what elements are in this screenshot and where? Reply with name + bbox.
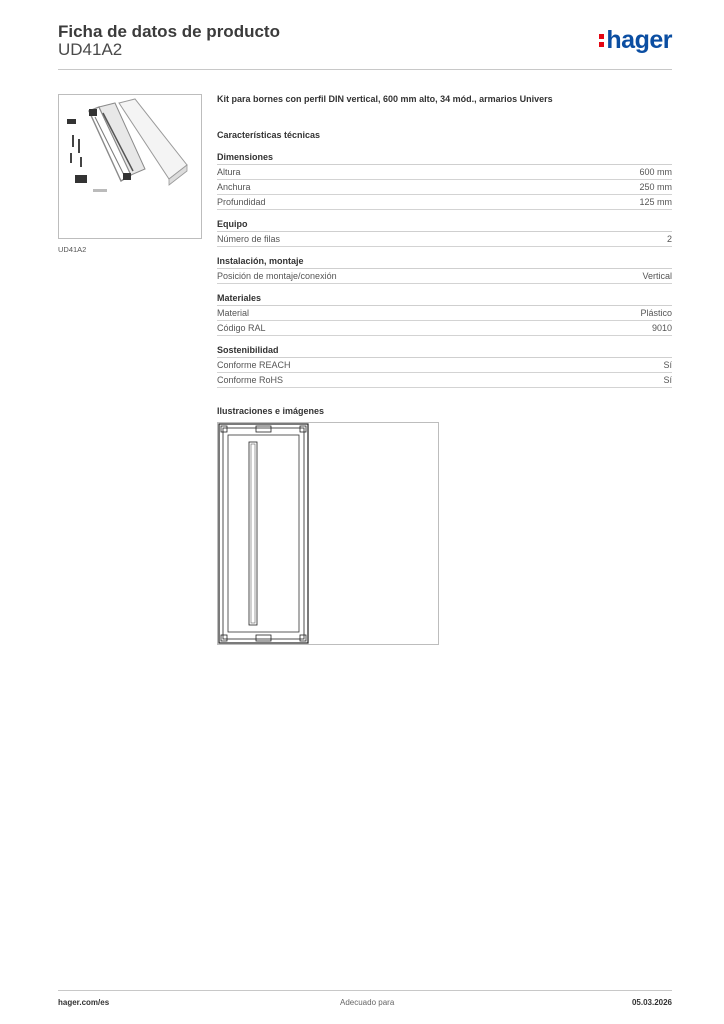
spec-value: 9010 — [651, 323, 672, 333]
spec-label: Número de filas — [217, 234, 281, 244]
technical-drawing — [217, 422, 439, 645]
spec-value: Vertical — [642, 271, 672, 281]
spec-row — [217, 321, 672, 336]
spec-row — [217, 373, 672, 388]
page-header — [58, 20, 672, 70]
section-materials — [217, 293, 672, 336]
spec-label: Anchura — [217, 182, 251, 192]
logo-text: hager — [606, 26, 672, 54]
footer-date: 05.03.2026 — [631, 998, 672, 1007]
product-image — [58, 94, 202, 239]
spec-row — [217, 306, 672, 321]
logo-dots-icon — [599, 32, 604, 49]
section-title: Materiales — [217, 293, 672, 306]
product-details — [217, 94, 672, 645]
spec-label: Código RAL — [217, 323, 266, 333]
spec-row — [217, 232, 672, 247]
section-installation — [217, 256, 672, 284]
spec-value: 250 mm — [639, 182, 672, 192]
page-footer — [58, 990, 672, 1014]
spec-row — [217, 180, 672, 195]
section-title: Equipo — [217, 219, 672, 232]
section-title: Dimensiones — [217, 152, 672, 165]
section-dimensions — [217, 152, 672, 210]
section-title: Sostenibilidad — [217, 345, 672, 358]
spec-value: Plástico — [640, 308, 672, 318]
spec-label: Altura — [217, 167, 241, 177]
spec-label: Material — [217, 308, 250, 318]
spec-row — [217, 269, 672, 284]
section-equipment — [217, 219, 672, 247]
product-description: Kit para bornes con perfil DIN vertical, 600 mm alto, 34 mód., armarios Univers — [217, 94, 553, 104]
product-image-caption: UD41A2 — [58, 245, 87, 254]
cabinet-drawing-icon — [218, 423, 438, 644]
spec-row — [217, 358, 672, 373]
product-kit-icon — [59, 95, 201, 238]
product-code: UD41A2 — [58, 40, 123, 59]
technical-characteristics-heading: Características técnicas — [217, 130, 321, 140]
illustrations-heading: Ilustraciones e imágenes — [217, 406, 325, 416]
spec-label: Conforme RoHS — [217, 375, 284, 385]
spec-value: Sí — [663, 360, 672, 370]
footer-website[interactable]: hager.com/es — [58, 998, 110, 1007]
spec-value: Sí — [663, 375, 672, 385]
hager-logo — [599, 26, 672, 55]
document-title: Ficha de datos de producto — [58, 22, 280, 41]
spec-label: Conforme REACH — [217, 360, 291, 370]
spec-label: Profundidad — [217, 197, 266, 207]
spec-value: 600 mm — [639, 167, 672, 177]
section-sustainability — [217, 345, 672, 388]
spec-value: 125 mm — [639, 197, 672, 207]
footer-suitable-for: Adecuado para — [340, 998, 395, 1007]
spec-row — [217, 165, 672, 180]
spec-label: Posición de montaje/conexión — [217, 271, 337, 281]
section-title: Instalación, montaje — [217, 256, 672, 269]
spec-row — [217, 195, 672, 210]
spec-value: 2 — [666, 234, 672, 244]
